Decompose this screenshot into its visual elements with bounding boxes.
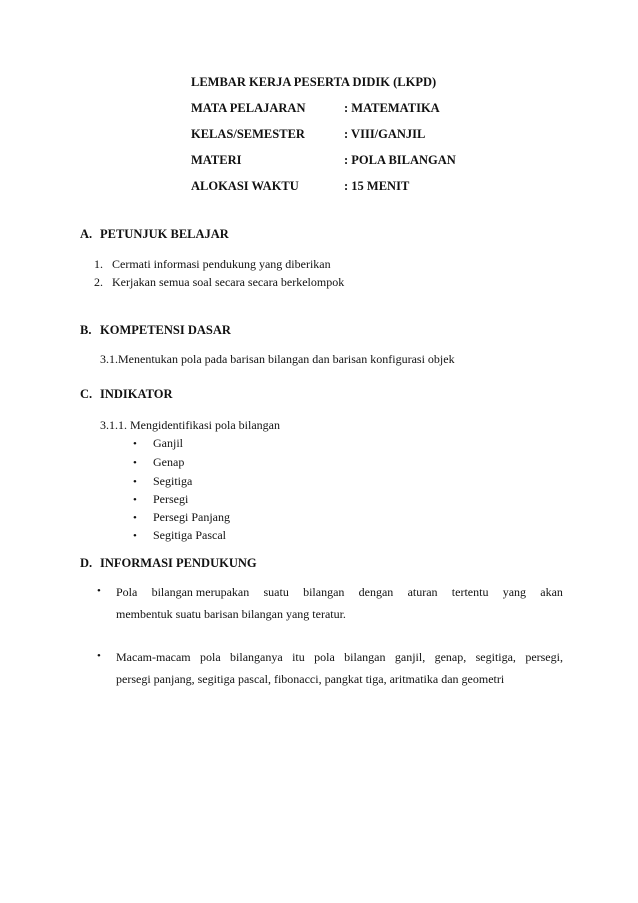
header-value-material: : POLA BILANGAN — [344, 153, 456, 167]
section-a-heading — [80, 227, 229, 242]
list-text: Kerjakan semua soal secara secara berkelompok — [112, 275, 345, 289]
word: bilangan — [303, 585, 345, 599]
list-text: Persegi — [153, 492, 189, 506]
section-c-letter: C. — [80, 387, 93, 401]
word: persegi, — [525, 650, 563, 664]
word: bilanganya — [230, 650, 283, 664]
list-item — [133, 455, 184, 470]
list-text: Segitiga Pascal — [153, 528, 226, 542]
header-value-time: : 15 MENIT — [344, 179, 410, 193]
list-item — [133, 492, 188, 507]
info-paragraph-2 — [97, 650, 563, 690]
word: yang — [502, 585, 527, 599]
section-d-heading — [80, 556, 257, 571]
word: Pola — [116, 585, 138, 599]
section-c-heading — [80, 387, 172, 402]
section-c-title: INDIKATOR — [100, 387, 173, 401]
bullet-icon: • — [133, 438, 137, 450]
word: tertentu — [451, 585, 489, 599]
list-number: 1. — [94, 257, 103, 271]
word: segitiga, — [475, 650, 516, 664]
word: akan — [540, 585, 563, 599]
word: itu — [292, 650, 305, 664]
bullet-icon: • — [133, 494, 137, 506]
document-title: LEMBAR KERJA PESERTA DIDIK (LKPD) — [191, 75, 437, 89]
list-item — [133, 436, 183, 451]
word: pola — [200, 650, 221, 664]
section-b-heading — [80, 323, 231, 338]
header-value-class: : VIII/GANJIL — [344, 127, 426, 141]
info-paragraph-2-line-2: persegi panjang, segitiga pascal, fibonacci, pangkat tiga, aritmatika dan geometri — [116, 672, 505, 686]
list-text: Segitiga — [153, 474, 193, 488]
list-text: Persegi Panjang — [153, 510, 230, 524]
list-item — [133, 528, 226, 543]
info-paragraph-1-line-2: membentuk suatu barisan bilangan yang teratur. — [116, 607, 346, 621]
header-value-subject: : MATEMATIKA — [344, 101, 440, 115]
bullet-icon: • — [97, 650, 101, 662]
bullet-icon: • — [133, 512, 137, 524]
info-paragraph-2-line-1 — [116, 650, 563, 665]
word: pola — [314, 650, 335, 664]
section-a-letter: A. — [80, 227, 93, 241]
section-a-title: PETUNJUK BELAJAR — [100, 227, 229, 241]
header-label-class: KELAS/SEMESTER — [191, 127, 305, 141]
section-b-text: 3.1.Menentukan pola pada barisan bilangan dan barisan konfigurasi objek — [100, 352, 455, 366]
word: Macam-macam — [116, 650, 191, 664]
word: ganjil, — [394, 650, 426, 664]
list-item — [133, 510, 230, 525]
section-d-letter: D. — [80, 556, 93, 570]
section-d-title: INFORMASI PENDUKUNG — [100, 556, 257, 570]
list-text: Genap — [153, 455, 185, 469]
list-item — [133, 474, 192, 489]
word: dengan — [358, 585, 394, 599]
bullet-icon: • — [97, 585, 101, 597]
section-b-letter: B. — [80, 323, 92, 337]
bullet-icon: • — [133, 457, 137, 469]
section-b-title: KOMPETENSI DASAR — [100, 323, 231, 337]
list-text: Cermati informasi pendukung yang diberikan — [112, 257, 331, 271]
word: bilangan — [344, 650, 386, 664]
word: genap, — [434, 650, 467, 664]
header-label-time: ALOKASI WAKTU — [191, 179, 299, 193]
header-label-material: MATERI — [191, 153, 242, 167]
header-label-subject: MATA PELAJARAN — [191, 101, 306, 115]
word: suatu — [263, 585, 289, 599]
section-c-subtitle: 3.1.1. Mengidentifikasi pola bilangan — [100, 418, 280, 432]
list-number: 2. — [94, 275, 103, 289]
info-paragraph-1-line-1 — [116, 585, 563, 600]
info-paragraph-1 — [97, 585, 563, 625]
word: bilangan merupakan — [151, 585, 250, 599]
list-item — [94, 275, 344, 290]
bullet-icon: • — [133, 476, 137, 488]
list-text: Ganjil — [153, 436, 183, 450]
word: aturan — [407, 585, 438, 599]
bullet-icon: • — [133, 530, 137, 542]
list-item — [94, 257, 331, 272]
